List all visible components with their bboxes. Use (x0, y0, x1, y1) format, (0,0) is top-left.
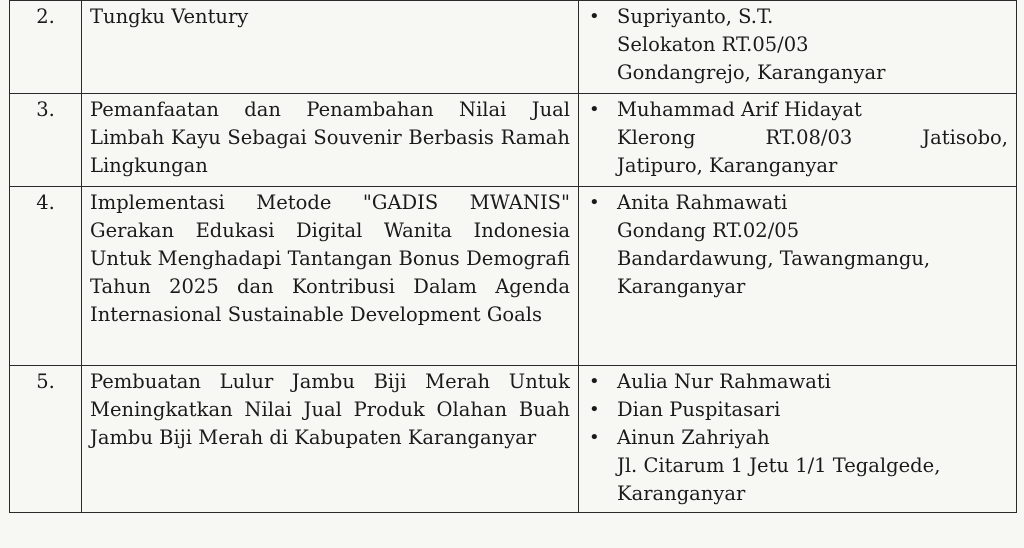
title-segment: Berbasis Ramah Lingkungan (90, 126, 570, 177)
table-row (10, 366, 1017, 513)
participants-cell (579, 366, 1017, 513)
participant-list (587, 96, 1008, 180)
table-body (10, 1, 1017, 513)
participant-address-line: Jatipuro, Karanganyar (617, 154, 838, 177)
list-item (587, 396, 1008, 424)
participant-address-line: Selokaton RT.05/03 (617, 33, 809, 56)
participants-table (9, 0, 1017, 513)
participants-cell (579, 94, 1017, 187)
activity-title-cell (82, 1, 579, 94)
participant-address-line: Klerong RT.08/03 Jatisobo, (617, 126, 1008, 149)
participant-address-line: Bandardawung, Tawangmangu, (617, 247, 931, 270)
participant-address-line: Jl. Citarum 1 Jetu 1/1 Tegalgede, (617, 454, 941, 477)
participant-address-line: Gondang RT.02/05 (617, 219, 800, 242)
row-number: 5. (10, 366, 82, 513)
title-segment: Pembuatan Lulur Jambu Biji Merah Untuk Meningkatkan Nilai Jual Produk Olahan Buah Jambu Biji Merah di Kabupaten Karanganyar (90, 370, 570, 449)
title-segment: Pemanfaatan dan Penambahan Nilai Jual Limbah Kayu Sebagai (90, 98, 570, 149)
bullet-icon: • (589, 99, 600, 120)
row-number: 2. (10, 1, 82, 94)
title-segment: Ventury (171, 5, 249, 28)
title-segment: Sustainable Development Goals (227, 303, 543, 326)
bullet-icon: • (589, 371, 600, 392)
participant-name: Muhammad Arif Hidayat (617, 98, 862, 121)
activity-title-cell (82, 94, 579, 187)
participant-name: Dian Puspitasari (617, 398, 781, 421)
table-row (10, 1, 1017, 94)
participant-list (587, 3, 1008, 87)
participant-name: Aulia Nur Rahmawati (617, 370, 831, 393)
activity-title-cell (82, 187, 579, 366)
row-number: 4. (10, 187, 82, 366)
participant-name: Ainun Zahriyah (617, 426, 770, 449)
title-segment: Tungku (90, 5, 172, 28)
participant-list (587, 189, 1008, 301)
bullet-icon: • (589, 399, 600, 420)
participant-address-line: Karanganyar (617, 275, 746, 298)
list-item (587, 3, 1008, 87)
bullet-icon: • (589, 6, 600, 27)
participants-cell (579, 1, 1017, 94)
title-segment: Implementasi Metode "GADIS MWANIS" Gerakan Edukasi Digital Wanita Indonesia Untuk Menghadapi Tantangan Bonus Demografi Tahun 2025 dan Kontribusi Dalam Agenda Internasional (90, 191, 570, 326)
row-number: 3. (10, 94, 82, 187)
table-row (10, 187, 1017, 366)
activity-title-cell (82, 366, 579, 513)
table-row (10, 94, 1017, 187)
participants-cell (579, 187, 1017, 366)
list-item (587, 368, 1008, 396)
participant-name: Anita Rahmawati (617, 191, 788, 214)
bullet-icon: • (589, 192, 600, 213)
list-item (587, 424, 1008, 508)
participant-name: Supriyanto, S.T. (617, 5, 774, 28)
participant-list (587, 368, 1008, 508)
participant-address-line: Karanganyar (617, 482, 746, 505)
list-item (587, 189, 1008, 301)
bullet-icon: • (589, 427, 600, 448)
participant-address-line: Gondangrejo, Karanganyar (617, 61, 886, 84)
list-item (587, 96, 1008, 180)
title-segment: Souvenir (313, 126, 402, 149)
